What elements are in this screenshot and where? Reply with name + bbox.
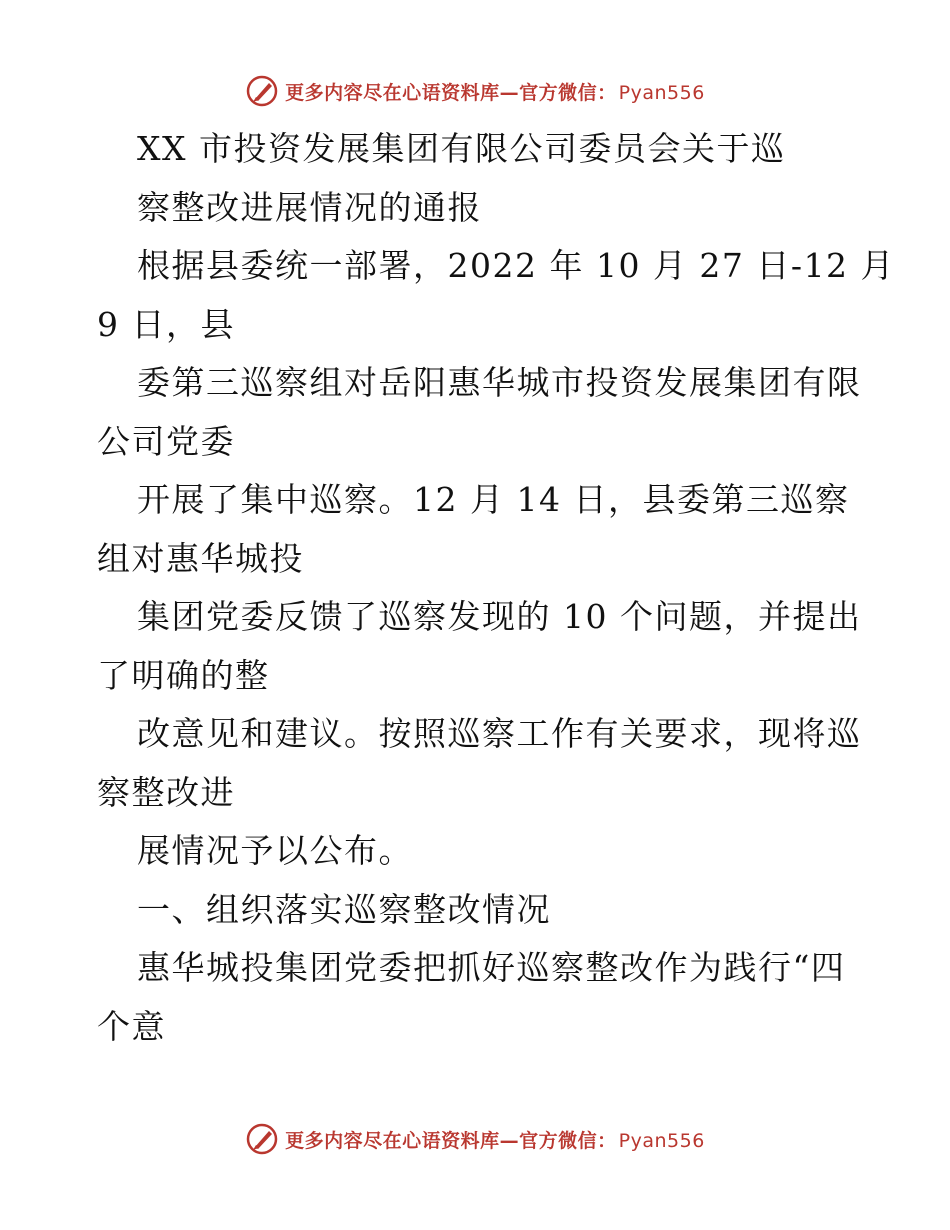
text-line: 根据县委统一部署，2022 年 10 月 27 日-12 月	[137, 246, 896, 285]
text-line: 组对惠华城投	[97, 538, 304, 578]
text-line: 展情况予以公布。	[137, 831, 413, 870]
text-line: 开展了集中巡察。12 月 14 日，县委第三巡察	[137, 480, 850, 519]
text-line: 个意	[97, 1006, 166, 1046]
text-line: 惠华城投集团党委把抓好巡察整改作为践行“四	[137, 948, 846, 987]
text-line: 集团党委反馈了巡察发现的 10 个问题，并提出	[137, 597, 862, 636]
text-line: 9 日，县	[97, 304, 235, 344]
text-line: XX 市投资发展集团有限公司委员会关于巡	[137, 129, 786, 168]
watermark-id-text: Pyan556	[618, 1129, 705, 1152]
watermark-header	[0, 71, 950, 111]
text-line: 委第三巡察组对岳阳惠华城市投资发展集团有限	[137, 363, 862, 402]
watermark-footer	[0, 1119, 950, 1159]
text-line: 公司党委	[97, 421, 235, 461]
watermark-id-text: Pyan556	[618, 81, 705, 104]
quill-logo-icon	[245, 74, 279, 108]
text-line: 察整改进展情况的通报	[137, 187, 482, 227]
quill-logo-icon	[245, 1122, 279, 1156]
watermark-text	[285, 78, 705, 105]
text-line: 了明确的整	[97, 655, 270, 695]
text-line: 察整改进	[97, 772, 235, 812]
document-body	[97, 120, 896, 1056]
text-line: 改意见和建议。按照巡察工作有关要求，现将巡	[137, 714, 862, 753]
section-heading: 一、组织落实巡察整改情况	[137, 889, 551, 929]
watermark-main-text: 更多内容尽在心语资料库—官方微信：	[285, 1129, 617, 1152]
watermark-text	[285, 1126, 705, 1153]
watermark-main-text: 更多内容尽在心语资料库—官方微信：	[285, 81, 617, 104]
